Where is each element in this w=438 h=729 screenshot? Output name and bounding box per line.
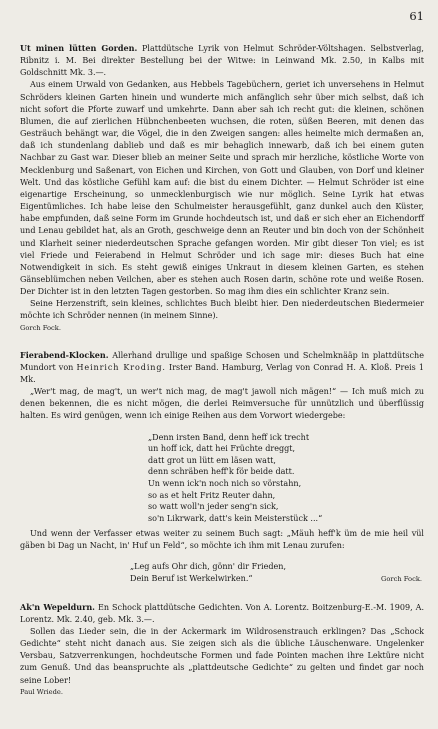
review2-bibliography-a: Allerhand drullige und spaßige Schosen und Schelmknääp in plattdütsche Mundort von [20,350,424,372]
quote-last-row [130,573,424,585]
review1-body: Aus einem Urwald von Gedanken, aus Hebbels Tagebüchern, geriet ich unversehens in Helmut Schröders kleinen Garten hinein und wunderte mich anfänglich sehr über mich selbst, daß ich nicht sofort die Pforte zuwarf und umkehrte. Dann aber sah ich recht gut: die kleinen, schönen Blumen, die auf zierlichen Hübnchenbeeten wuchsen, die roten, süßen Beeren, mit denen das Gesträuch behängt war, die Vögel, die in den Zweigen sangen: alles heimelte mich dermaßen an, daß ich stundenlang dablieb und daß es mir behaglich innewarb, daß ich bei einem guten Nachbar zu Gast war. Dieser blieb an meiner Seite und sprach mir herzliche, köstliche Worte von Mecklenburg und Saßenart, von Eichen und Kirchen, von Gott und Glauben, von Dorf und kleiner Welt. Und das köstliche Gefühl kam auf: die bist du einem Dichter. — Helmut Schröder ist eine eigenartige Erscheinung, so unmecklenburgisch wie nur möglich. Seine Lyrik hat etwas Eigentümliches. Ich habe leise den Schulmeister herausgefühlt, ganz dunkel auch den Küster, habe empfunden, daß seine Form im Grunde hochdeutsch ist, und daß er sich eher an Eichendorff und Lenau gebildet hat, als an Groth, geschweige denn an Reuter und bin doch von der Schönheit und Klarheit seiner niederdeutschen Sprache gefangen worden. Mir gibt dieser Ton viel; es ist viel Friede und Feierabend in Helmut Schröder und ich sage mir: dieses Buch hat eine Notwendigkeit in sich. Es steht gewiß einiges Unkraut in diesem kleinen Garten, es stehen Gänseblümchen neben Veilchen, aber es stehen auch Rosen darin, schöne rote und weiße Rosen. Der Dichter ist in den letzten Tagen gestorben. So mag ihm dies ein schlichter Kranz sein. [20,80,424,297]
text-column [20,42,424,697]
review3-body: Sollen das Lieder sein, die in der Ackermark im Wildrosenstrauch erklingen? Das „Schock Gedichte“ steht nicht danach aus. Sie zeigen sich als die übliche Läuschenware. Ungelenker Versbau, Satzverrenkungen, hochdeutsche Formen und fade Pointen machen ihre Lektüre nicht zum Genuß. Und das beanspruchte als „plattdeutsche Gedichte“ zu gelten und findet gar noch seine Lober! [20,626,424,685]
review2-header [20,349,424,386]
poem-line: so as et helt Fritz Reuter dahn, [148,490,276,500]
review2-signature: Gorch Fock. [381,574,422,583]
review2-title: Fierabend-Klocken. [20,349,109,360]
poem-line: so'n Likrwark, datt's kein Meisterstück ...“ [148,513,323,523]
review2-quote [130,561,424,585]
poem-line: denn schräben heff'k för beide datt. [148,467,295,477]
review1-header [20,42,424,79]
quote-line: Dein Beruf ist Werkelwirken.“ [130,573,253,583]
review3-signature: Paul Wriede. [20,687,63,696]
review2-bibliography-b: Irster Band. Hamburg, Verlag von Conrad H. A. Kloß. Preis 1 Mk. [20,362,425,384]
review1-bibliography: Plattdütsche Lyrik von Helmut Schröder-Völtshagen. Selbstverlag, Ribnitz i. M. Bei direkter Bestellung bei der Witwe: in Leinwand Mk. 2.50, in Kalbs mit Goldschnitt Mk. 3.—. [20,44,424,78]
review1-signature: Gorch Fock. [20,323,61,332]
quote-line: „Leg aufs Ohr dich, gönn' dir Frieden, [130,561,287,571]
page-number: 61 [409,9,424,23]
review2-body-2: Und wenn der Verfasser etwas weiter zu seinem Buch sagt: „Mäuh heff'k üm de mie heil vül gäben bi Dag un Nacht, in' Huf un Feld“, so möchte ich ihm mit Lenau zurufen: [20,529,424,551]
review3-title: Ak'n Wepeldurn. [20,601,95,612]
review3-header [20,601,424,626]
review1-closing: Seine Herzenstrift, sein kleines, schlichtes Buch bleibt hier. Den niederdeutschen Biedermeier möchte ich Schröder nennen (in meinem Sinne). [20,299,424,321]
review2-poem [148,432,424,525]
review2-body: „Wer't mag, de mag't, un wer't nich mag, de mag't jawoll nich mägen!“ — Ich muß mich zu denen bekennen, die es nicht mögen, die derlei Reimversuche für unnützlich und überflüssig halten. Es wird genügen, wenn ich einige Reihen aus dem Vorwort wiedergebe: [20,387,424,421]
review2-author: Heinrich Kroding. [76,362,166,372]
poem-line: so watt woll'n jeder seng'n sick, [148,502,279,512]
poem-line: Un wenn ick'n noch nich so vörstahn, [148,478,302,488]
review3-bibliography: En Schock plattdütsche Gedichten. Von A. Lorentz. Boitzenburg-E.-M. 1909, A. Lorentz. Mk. 2.40, geb. Mk. 3.—. [20,602,425,624]
poem-line: un hoff ick, datt hei Früchte dreggt, [148,444,296,454]
poem-line: datt grot un lütt em läsen watt, [148,455,276,465]
poem-line: „Denn irsten Band, denn heff ick trecht [148,432,310,442]
review1-title: Ut minen lütten Gorden. [20,43,138,53]
